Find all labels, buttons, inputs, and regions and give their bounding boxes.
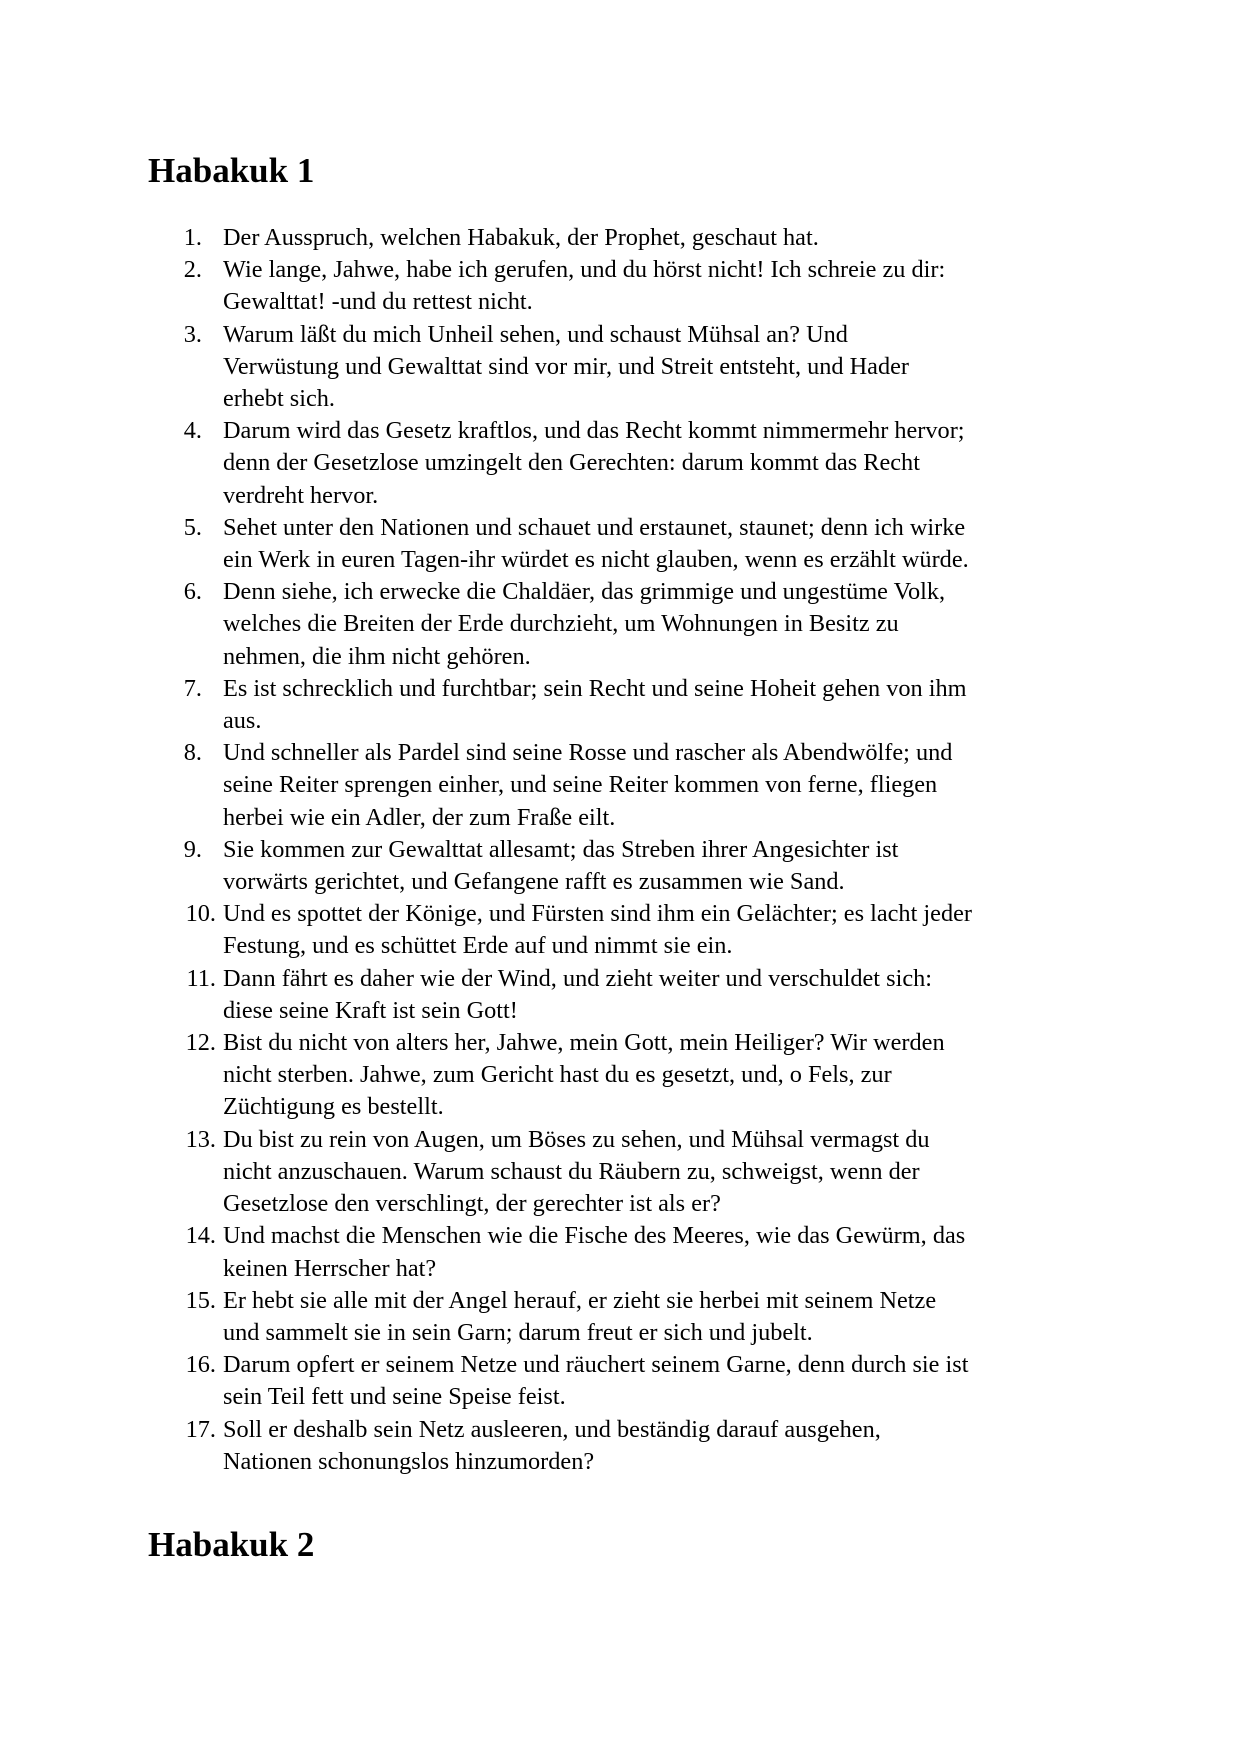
verse-number: 5.: [183, 513, 202, 541]
verse-line: aus.: [223, 707, 262, 735]
verse-line: Sehet unter den Nationen und schauet und erstaunet, staunet; denn ich wirke: [223, 513, 966, 541]
verse-item: [0, 1124, 1103, 1221]
verse-number: 15.: [185, 1286, 216, 1314]
verse-line: nicht anzuschauen. Warum schaust du Räubern zu, schweigst, wenn der: [223, 1157, 920, 1185]
verse-number: 8.: [183, 739, 202, 767]
verse-number: 14.: [185, 1222, 216, 1250]
verse-item: [0, 254, 1103, 318]
verse-line: Sie kommen zur Gewalttat allesamt; das Streben ihrer Angesichter ist: [223, 835, 899, 863]
chapter-title: Habakuk 2: [148, 1525, 315, 1564]
verse-line: welches die Breiten der Erde durchzieht, um Wohnungen in Besitz zu: [223, 610, 899, 638]
verse-item: [0, 1220, 1103, 1284]
verse-number: 13.: [185, 1125, 216, 1153]
verse-line: denn der Gesetzlose umzingelt den Gerechten: darum kommt das Recht: [223, 449, 920, 477]
verse-item: [0, 898, 1103, 962]
verse-line: Gesetzlose den verschlingt, der gerechter ist als er?: [223, 1190, 721, 1218]
verse-line: diese seine Kraft ist sein Gott!: [223, 996, 518, 1024]
verse-text: [223, 319, 1103, 416]
verse-item: [0, 1414, 1103, 1478]
verse-line: ein Werk in euren Tagen-ihr würdet es nicht glauben, wenn es erzählt würde.: [223, 546, 969, 574]
verse-number: 1.: [183, 224, 202, 251]
verse-line: Denn siehe, ich erwecke die Chaldäer, das grimmige und ungestüme Volk,: [223, 578, 946, 606]
verse-text: [223, 1027, 1103, 1124]
verse-line: keinen Herrscher hat?: [223, 1254, 437, 1282]
verse-item: [0, 512, 1103, 576]
verse-line: Züchtigung es bestellt.: [223, 1093, 444, 1121]
verse-text: [223, 1285, 1103, 1349]
verse-text: [223, 254, 1103, 318]
verse-item: [0, 1027, 1103, 1124]
verse-item: [0, 576, 1103, 673]
verse-line: Soll er deshalb sein Netz ausleeren, und beständig darauf ausgehen,: [223, 1415, 881, 1443]
verse-line: vorwärts gerichtet, und Gefangene rafft es zusammen wie Sand.: [223, 868, 845, 896]
verse-line: verdreht hervor.: [223, 481, 379, 509]
verse-line: Warum läßt du mich Unheil sehen, und schaust Mühsal an? Und: [223, 320, 848, 348]
verse-item: [0, 737, 1103, 834]
verse-number: 7.: [183, 674, 202, 702]
verse-line: Er hebt sie alle mit der Angel herauf, er zieht sie herbei mit seinem Netze: [223, 1286, 937, 1314]
verse-number: 12.: [185, 1029, 216, 1057]
verse-text: [223, 963, 1103, 1027]
verse-line: und sammelt sie in sein Garn; darum freut er sich und jubelt.: [223, 1318, 813, 1346]
verse-number: 9.: [183, 835, 202, 863]
verse-line: Wie lange, Jahwe, habe ich gerufen, und du hörst nicht! Ich schreie zu dir:: [223, 256, 946, 284]
verse-text: [223, 1124, 1103, 1221]
verse-text: [223, 512, 1103, 576]
verse-line: Du bist zu rein von Augen, um Böses zu sehen, und Mühsal vermagst du: [223, 1125, 930, 1153]
verse-number: 10.: [185, 900, 216, 928]
verse-item: [0, 1349, 1103, 1413]
verse-line: Darum wird das Gesetz kraftlos, und das Recht kommt nimmermehr hervor;: [223, 417, 965, 445]
verse-line: nicht sterben. Jahwe, zum Gericht hast du es gesetzt, und, o Fels, zur: [223, 1061, 892, 1089]
verse-line: Festung, und es schüttet Erde auf und nimmt sie ein.: [223, 932, 733, 960]
verse-text: [223, 737, 1103, 834]
verse-text: [223, 673, 1103, 737]
verse-item: [0, 415, 1103, 512]
verse-line: sein Teil fett und seine Speise feist.: [223, 1383, 566, 1411]
verse-item: [0, 963, 1103, 1027]
verse-line: Darum opfert er seinem Netze und räuchert seinem Garne, denn durch sie ist: [223, 1351, 969, 1379]
verse-text: [223, 576, 1103, 673]
verse-line: Nationen schonungslos hinzumorden?: [223, 1447, 595, 1475]
verse-line: Und schneller als Pardel sind seine Rosse und rascher als Abendwölfe; und: [223, 739, 953, 767]
verse-number: 4.: [183, 417, 202, 445]
verse-item: [0, 1285, 1103, 1349]
verse-number: 11.: [186, 964, 216, 992]
verse-text: [223, 834, 1103, 898]
verse-line: Verwüstung und Gewalttat sind vor mir, und Streit entsteht, und Hader: [223, 352, 909, 380]
verse-line: Bist du nicht von alters her, Jahwe, mein Gott, mein Heiliger? Wir werden: [223, 1029, 945, 1057]
verse-line: Und es spottet der Könige, und Fürsten sind ihm ein Gelächter; es lacht jeder: [223, 900, 972, 928]
verse-item: [0, 834, 1103, 898]
verse-number: 6.: [183, 578, 202, 606]
verse-line: nehmen, die ihm nicht gehören.: [223, 642, 531, 670]
verse-number: 3.: [183, 320, 202, 348]
verse-number: 16.: [185, 1351, 216, 1379]
verse-item: [0, 222, 1103, 254]
verse-line: Dann fährt es daher wie der Wind, und zieht weiter und verschuldet sich:: [223, 964, 933, 992]
verse-item: [0, 673, 1103, 737]
verse-text: [223, 1349, 1103, 1413]
verse-number: 17.: [185, 1415, 216, 1443]
verse-text: [223, 898, 1103, 962]
verse-item: [0, 319, 1103, 416]
verse-number: 2.: [183, 256, 202, 284]
verse-line: Es ist schrecklich und furchtbar; sein Recht und seine Hoheit gehen von ihm: [223, 674, 967, 702]
verse-text: [223, 415, 1103, 512]
verse-line: Und machst die Menschen wie die Fische des Meeres, wie das Gewürm, das: [223, 1222, 966, 1250]
verse-line: seine Reiter sprengen einher, und seine Reiter kommen von ferne, fliegen: [223, 771, 938, 799]
verse-text: [223, 1220, 1103, 1284]
verse-text: [223, 222, 1103, 254]
verse-line: Der Ausspruch, welchen Habakuk, der Prophet, geschaut hat.: [223, 224, 819, 251]
verse-line: erhebt sich.: [223, 385, 335, 413]
verse-list: [0, 222, 1239, 1478]
verse-line: Gewalttat! -und du rettest nicht.: [223, 288, 533, 316]
verse-line: herbei wie ein Adler, der zum Fraße eilt.: [223, 803, 616, 831]
verse-text: [223, 1414, 1103, 1478]
chapter-title: Habakuk 1: [148, 151, 315, 190]
